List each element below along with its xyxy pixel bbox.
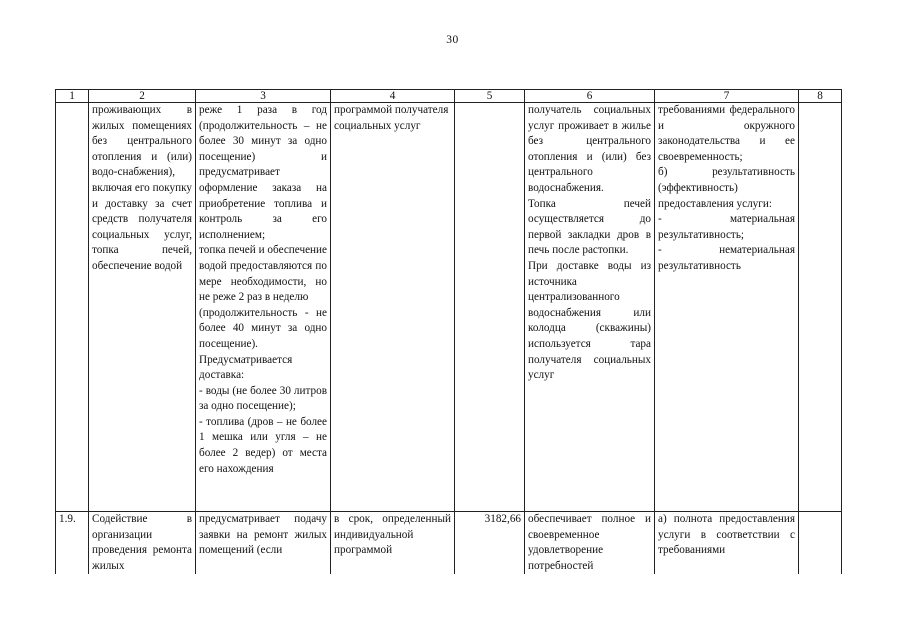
- column-number: 4: [331, 90, 455, 103]
- indicator-paragraph: - нематериальная результативность: [658, 244, 795, 272]
- conditions-paragraph: При доставке воды из источника централизованного водоснабжения или колодца (скважины) используется тара получателя социальных услуг: [528, 259, 651, 382]
- table-row-1-9: [56, 512, 842, 575]
- row-number-cell: 1.9.: [56, 512, 89, 575]
- description-paragraph: - воды (не более 30 литров за одно посещение);: [199, 384, 327, 413]
- tariff-cell: 3182,66: [455, 512, 525, 575]
- notes-cell: [799, 512, 842, 575]
- service-description-cell: [196, 103, 331, 512]
- description-paragraph: реже 1 раза в год (продолжительность – не более 30 минут за одно посещение) и предусматривает оформление заказа на приобретение топлива и контроль за его исполнением;: [199, 104, 327, 241]
- description-paragraph: Предусматривается доставка:: [199, 353, 293, 382]
- conditions-paragraph: получатель социальных услуг проживает в жилье без центрального отопления и (или) без центрального водоснабжения.: [528, 104, 651, 194]
- column-number: 8: [799, 90, 842, 103]
- description-paragraph: топка печей и обеспечение водой предоставляются по мере необходимости, но не реже 2 раз в неделю: [199, 244, 327, 304]
- table-row-continuation: [56, 103, 842, 512]
- tariff-cell: [455, 103, 525, 512]
- column-number: 7: [655, 90, 799, 103]
- column-number: 1: [56, 90, 89, 103]
- service-conditions-cell: обеспечивает полное и своевременное удовлетворение потребностей: [525, 512, 655, 575]
- indicator-paragraph: б) результативность (эффективность) предоставления услуги:: [658, 166, 795, 210]
- row-number-cell: [56, 103, 89, 512]
- description-paragraph: (продолжительность - не более 40 минут за одно посещение).: [199, 306, 327, 350]
- service-description-cell: предусматривает подачу заявки на ремонт жилых помещений (если: [196, 512, 331, 575]
- quality-indicators-cell: [655, 103, 799, 512]
- column-number-header-row: [56, 90, 842, 103]
- service-timing-cell: в срок, определенный индивидуальной программой: [331, 512, 455, 575]
- column-number: 2: [89, 90, 196, 103]
- conditions-paragraph: Топка печей осуществляется до первой закладки дров в печь после растопки.: [528, 197, 651, 257]
- notes-cell: [799, 103, 842, 512]
- description-paragraph: - топлива (дров – не более 1 мешка или угля – не более 2 ведер) от места его нахождения: [199, 415, 327, 475]
- service-timing-cell: программой получателя социальных услуг: [331, 103, 455, 512]
- services-table: [55, 89, 842, 574]
- column-number: 5: [455, 90, 525, 103]
- service-name-cell: Содействие в организации проведения ремонта жилых: [89, 512, 196, 575]
- column-number: 6: [525, 90, 655, 103]
- service-name-cell: проживающих в жилых помещениях без центрального отопления и (или) водо-снабжения), включая его покупку и доставку за счет средств получателя социальных услуг, топка печей, обеспечение водой: [89, 103, 196, 512]
- column-number: 3: [196, 90, 331, 103]
- service-conditions-cell: [525, 103, 655, 512]
- page-number: 30: [446, 34, 459, 46]
- indicator-paragraph: - материальная результативность;: [658, 213, 795, 241]
- indicator-paragraph: требованиями федерального и окружного законодательства и ее своевременность;: [658, 104, 795, 163]
- quality-indicators-cell: а) полнота предоставления услуги в соответствии с требованиями: [655, 512, 799, 575]
